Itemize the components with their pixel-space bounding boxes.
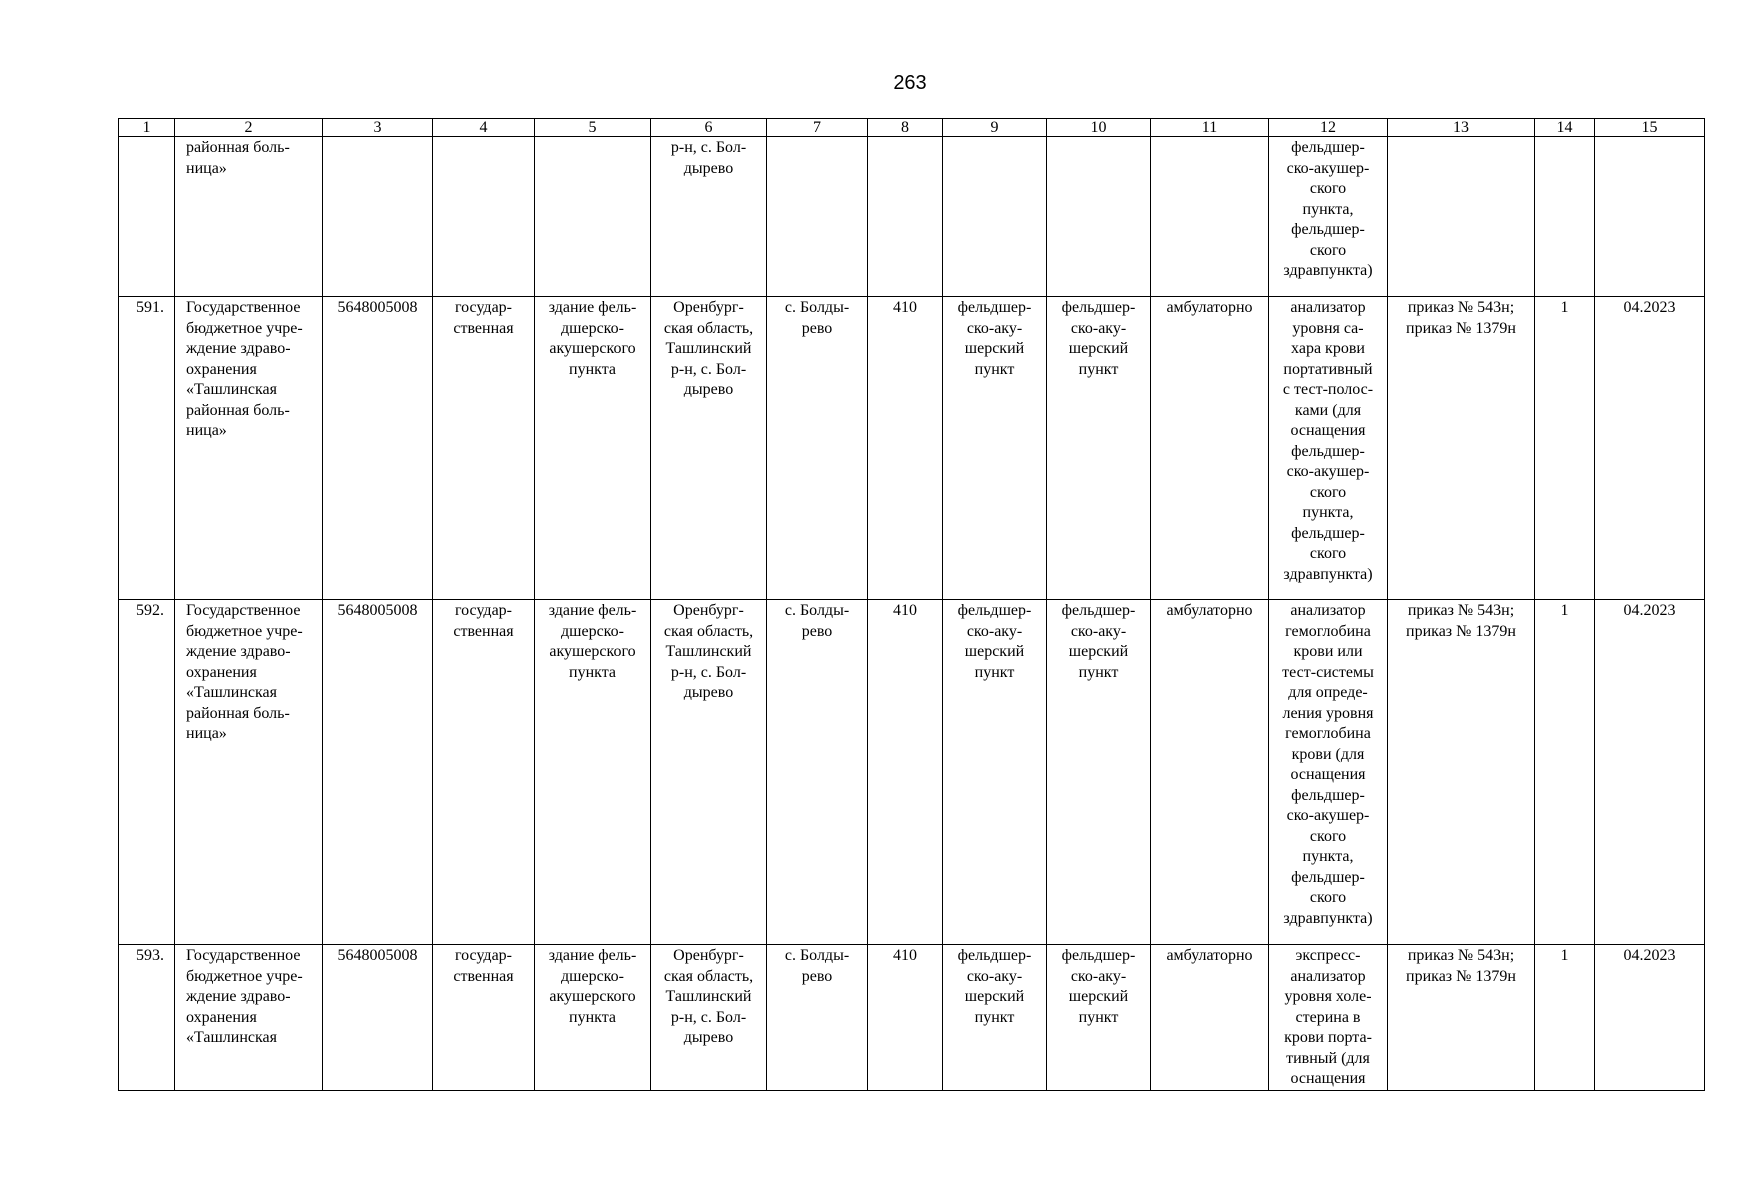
cell-settlement: с. Болды- рево xyxy=(767,297,868,600)
column-header: 5 xyxy=(535,119,651,137)
cell-equipment: анализатор уровня са- хара крови портативный с тест-полос- ками (для оснащения фельдшер- ско-акушер- ского пункта, фельдшер- ского здравпункта) xyxy=(1269,297,1388,600)
cell-ownership: государ- ственная xyxy=(433,297,535,600)
cell-unit-type: фельдшер- ско-аку- шерский пункт xyxy=(943,297,1047,600)
cell-building: здание фель- дшерско- акушерского пункта xyxy=(535,600,651,945)
cell-unit-type: фельдшер- ско-аку- шерский пункт xyxy=(943,600,1047,945)
cell-date xyxy=(1595,137,1705,297)
cell-building: здание фель- дшерско- акушерского пункта xyxy=(535,945,651,1091)
cell-settlement: с. Болды- рево xyxy=(767,600,868,945)
cell-inn: 5648005008 xyxy=(323,297,433,600)
cell-equipment: фельдшер- ско-акушер- ского пункта, фельдшер- ского здравпункта) xyxy=(1269,137,1388,297)
cell-institution: Государственное бюджетное учре- ждение здраво- охранения «Ташлинская районная боль- ница» xyxy=(175,297,323,600)
cell-inn xyxy=(323,137,433,297)
cell-row-number: 592. xyxy=(119,600,175,945)
cell-unit-profile: фельдшер- ско-аку- шерский пункт xyxy=(1047,945,1151,1091)
cell-settlement xyxy=(767,137,868,297)
cell-order: приказ № 543н; приказ № 1379н xyxy=(1388,600,1535,945)
column-header: 11 xyxy=(1151,119,1269,137)
cell-address: р-н, с. Бол- дырево xyxy=(651,137,767,297)
cell-address: Оренбург- ская область, Ташлинский р-н, с. Бол- дырево xyxy=(651,297,767,600)
cell-ownership xyxy=(433,137,535,297)
column-header: 3 xyxy=(323,119,433,137)
cell-building: здание фель- дшерско- акушерского пункта xyxy=(535,297,651,600)
cell-ownership: государ- ственная xyxy=(433,945,535,1091)
column-header: 15 xyxy=(1595,119,1705,137)
cell-settlement: с. Болды- рево xyxy=(767,945,868,1091)
cell-unit-profile: фельдшер- ско-аку- шерский пункт xyxy=(1047,600,1151,945)
column-header: 6 xyxy=(651,119,767,137)
table-row xyxy=(119,297,1705,600)
cell-inn: 5648005008 xyxy=(323,600,433,945)
cell-unit-profile xyxy=(1047,137,1151,297)
column-header: 9 xyxy=(943,119,1047,137)
cell-row-number: 591. xyxy=(119,297,175,600)
cell-ownership: государ- ственная xyxy=(433,600,535,945)
column-header: 7 xyxy=(767,119,868,137)
cell-population: 410 xyxy=(868,297,943,600)
table-row xyxy=(119,945,1705,1091)
cell-quantity: 1 xyxy=(1535,297,1595,600)
cell-building xyxy=(535,137,651,297)
table-row xyxy=(119,600,1705,945)
table-row-continuation xyxy=(119,137,1705,297)
cell-row-number xyxy=(119,137,175,297)
column-header: 10 xyxy=(1047,119,1151,137)
cell-institution: Государственное бюджетное учре- ждение здраво- охранения «Ташлинская районная боль- ница» xyxy=(175,600,323,945)
column-header: 1 xyxy=(119,119,175,137)
column-header: 8 xyxy=(868,119,943,137)
cell-equipment: экспресс- анализатор уровня холе- стерина в крови порта- тивный (для оснащения xyxy=(1269,945,1388,1091)
cell-order: приказ № 543н; приказ № 1379н xyxy=(1388,297,1535,600)
cell-date: 04.2023 xyxy=(1595,600,1705,945)
cell-unit-type xyxy=(943,137,1047,297)
cell-population: 410 xyxy=(868,945,943,1091)
cell-care-conditions xyxy=(1151,137,1269,297)
cell-equipment: анализатор гемоглобина крови или тест-системы для опреде- ления уровня гемоглобина крови (для оснащения фельдшер- ско-акушер- ского пункта, фельдшер- ского здравпункта) xyxy=(1269,600,1388,945)
column-header: 12 xyxy=(1269,119,1388,137)
column-header: 14 xyxy=(1535,119,1595,137)
cell-inn: 5648005008 xyxy=(323,945,433,1091)
cell-population: 410 xyxy=(868,600,943,945)
cell-date: 04.2023 xyxy=(1595,945,1705,1091)
cell-order xyxy=(1388,137,1535,297)
cell-institution: районная боль- ница» xyxy=(175,137,323,297)
cell-unit-profile: фельдшер- ско-аку- шерский пункт xyxy=(1047,297,1151,600)
registry-table xyxy=(118,118,1705,1091)
cell-address: Оренбург- ская область, Ташлинский р-н, с. Бол- дырево xyxy=(651,600,767,945)
cell-population xyxy=(868,137,943,297)
cell-unit-type: фельдшер- ско-аку- шерский пункт xyxy=(943,945,1047,1091)
cell-quantity xyxy=(1535,137,1595,297)
cell-date: 04.2023 xyxy=(1595,297,1705,600)
column-header: 13 xyxy=(1388,119,1535,137)
column-header: 4 xyxy=(433,119,535,137)
cell-care-conditions: амбулаторно xyxy=(1151,945,1269,1091)
cell-order: приказ № 543н; приказ № 1379н xyxy=(1388,945,1535,1091)
column-number-header-row xyxy=(119,119,1705,137)
cell-quantity: 1 xyxy=(1535,945,1595,1091)
column-header: 2 xyxy=(175,119,323,137)
cell-address: Оренбург- ская область, Ташлинский р-н, с. Бол- дырево xyxy=(651,945,767,1091)
cell-row-number: 593. xyxy=(119,945,175,1091)
cell-care-conditions: амбулаторно xyxy=(1151,600,1269,945)
cell-quantity: 1 xyxy=(1535,600,1595,945)
cell-institution: Государственное бюджетное учре- ждение здраво- охранения «Ташлинская xyxy=(175,945,323,1091)
page-number: 263 xyxy=(893,72,927,94)
cell-care-conditions: амбулаторно xyxy=(1151,297,1269,600)
